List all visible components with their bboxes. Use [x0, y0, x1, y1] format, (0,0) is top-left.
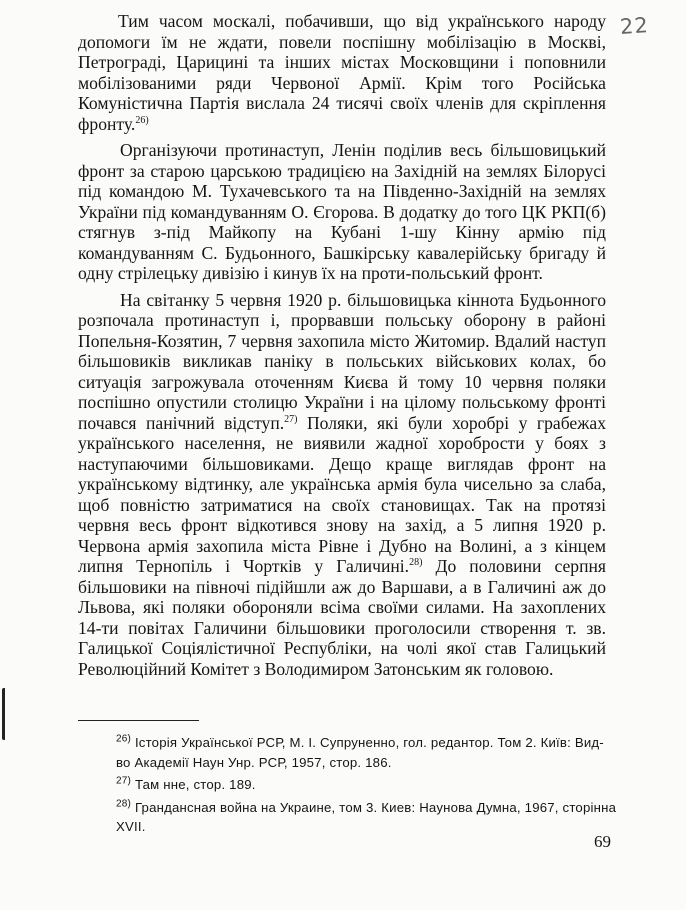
footnotes [78, 733, 618, 840]
footnote-separator [78, 720, 199, 721]
body-text [78, 11, 606, 679]
paragraph-2 [78, 140, 606, 284]
paragraph-2-text: Організуючи протинаступ, Ленін поділив весь більшовицький фронт за старою царською традицією на Західній на землях Білорусі під командою М. Тухачевського та на Південно-Західній на землях України під командуванням О. Єгорова. В додатку до того ЦК РКП(б) стягнув з-під Майкопу на Кубані 1-шу Кінну армію під командуванням С. Будьонного, Башкірську кавалерійську бригаду й одну стрілецьку дивізію і кинув їх на проти-польський фронт. [78, 140, 606, 283]
footnote-mark: 26) [116, 733, 132, 745]
footnote-mark: 27) [116, 775, 132, 787]
footnote-28 [78, 798, 618, 837]
paragraph-3-text-b: Поляки, які були хоробрі у грабежах українського населення, не виявили жадної хоробрости у боях з наступаючими більшовиками. Дещо краще виглядав фронт на українському відтинку, але українська армія була чисельно за слаба, щоб повністю затриматися на своїх становищах. Так на протязі червня весь фронт відкотився знову на захід, а 5 липня 1920 р. Червона армія захопила міста Рівне і Дубно на Волині, а з кінцем липня Тернопіль і Чортків у Галичині. [78, 412, 606, 576]
paragraph-3 [78, 290, 606, 680]
paragraph-3-text-a: На світанку 5 червня 1920 р. більшовицька кіннота Будьонного розпочала протинаступ і, прорвавши польську оборону в районі Попельня-Козятин, 7 червня захопила місто Житомир. Вдалий наступ більшовиків викликав паніку в польських військових колах, бо ситуація загрожувала оточенням Києва й тому 10 червня поляки поспішно опустили столицю України і на цілому польському фронті почався панічний відступ. [78, 289, 606, 433]
footnote-ref-27: 27) [284, 413, 298, 425]
footnote-text: Там нне, стор. 189. [134, 777, 256, 792]
paragraph-1-text: Тим часом москалі, побачивши, що від українського народу допомоги їм не ждати, повели поспішну мобілізацію в Москві, Петрограді, Царицині та інших містах Московщини і поповнили мобілізованими ряди Червоної Армії. Крім того Російська Комуністична Партія вислала 24 тисячі своїх членів для скріплення фронту. [78, 11, 606, 134]
footnote-ref-26: 26) [135, 114, 149, 126]
handwritten-page-mark: 22 [619, 13, 650, 39]
footnote-ref-28: 28) [409, 557, 423, 569]
page-number: 69 [594, 832, 611, 851]
scan-edge-mark [2, 688, 12, 740]
footnote-27 [78, 775, 618, 795]
paragraph-1 [78, 11, 606, 134]
footnote-text: Історія Української РСР, М. І. Супруненно, гол. редантор. Том 2. Київ: Вид-во Академії Наун Унр. РСР, 1957, стор. 186. [116, 735, 604, 770]
paragraph-3-text-c: До половини серпня більшовики на півночі підійшли аж до Варшави, а в Галичині аж до Львова, які поляки обороняли всіма своїми силами. На захоплених 14-ти повітах Галичини більшовики проголосили створення т. зв. Галицької Соціялістичної Республіки, на чолі якої став Галицький Революційний Комітет з Володимиром Затонським як головою. [78, 556, 607, 679]
footnote-mark: 28) [116, 798, 132, 810]
footnote-text: Грандансная война на Украине, том 3. Киев: Наунова Думна, 1967, сторінна XVII. [116, 799, 617, 834]
footnote-26 [78, 733, 618, 772]
